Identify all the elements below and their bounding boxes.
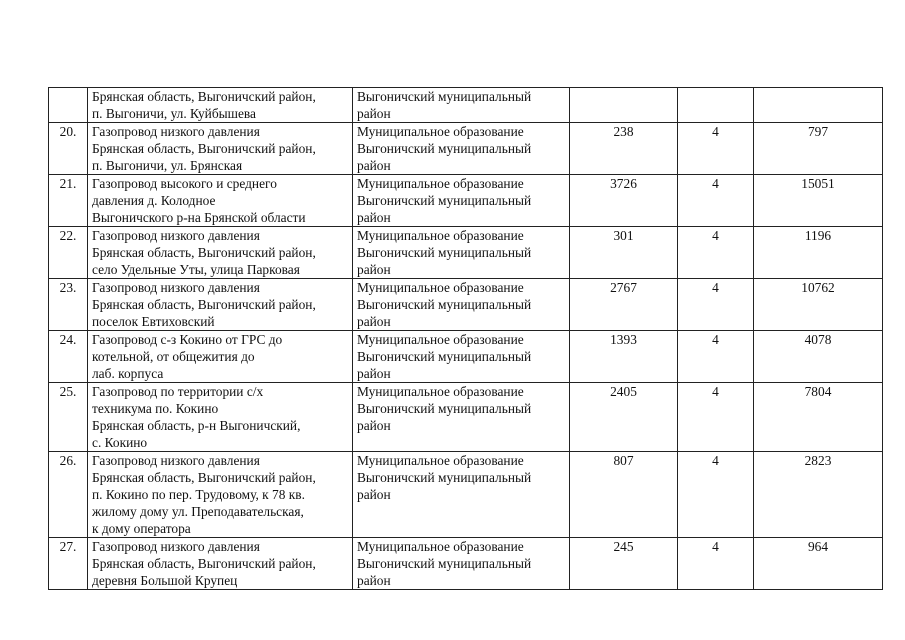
row-number-cell: 20. [49, 123, 88, 175]
value-cell [754, 88, 883, 123]
owner-cell-line: Муниципальное образование [357, 280, 524, 295]
owner-cell-line: район [357, 106, 391, 121]
owner-cell-line: район [357, 366, 391, 381]
value-cell: 15051 [754, 175, 883, 227]
object-name-cell-line: лаб. корпуса [92, 366, 164, 381]
object-name-cell [88, 175, 353, 227]
owner-cell-line: Выгоничский муниципальный [357, 556, 532, 571]
value-cell: 964 [754, 538, 883, 590]
owner-cell [353, 279, 570, 331]
object-name-cell-line: Выгоничского р-на Брянской области [92, 210, 306, 225]
owner-cell [353, 538, 570, 590]
object-name-cell-line: Газопровод низкого давления [92, 453, 260, 468]
owner-cell-line: район [357, 262, 391, 277]
value-cell: 10762 [754, 279, 883, 331]
object-name-cell-line: с. Кокино [92, 435, 148, 450]
object-name-cell-line: Брянская область, Выгоничский район, [92, 297, 316, 312]
owner-cell-line: Муниципальное образование [357, 453, 524, 468]
property-table [48, 87, 883, 590]
diameter-cell [678, 88, 754, 123]
row-number-cell: 27. [49, 538, 88, 590]
table-row [49, 123, 883, 175]
object-name-cell-line: давления д. Колодное [92, 193, 216, 208]
object-name-cell-line: к дому оператора [92, 521, 191, 536]
owner-cell [353, 175, 570, 227]
owner-cell-line: Муниципальное образование [357, 332, 524, 347]
diameter-cell: 4 [678, 175, 754, 227]
object-name-cell-line: Брянская область, Выгоничский район, [92, 470, 316, 485]
owner-cell [353, 452, 570, 538]
object-name-cell-line: Газопровод по территории с/х [92, 384, 264, 399]
object-name-cell-line: Брянская область, Выгоничский район, [92, 556, 316, 571]
owner-cell-line: район [357, 418, 391, 433]
row-number-cell: 21. [49, 175, 88, 227]
owner-cell-line: Муниципальное образование [357, 176, 524, 191]
owner-cell-line: Муниципальное образование [357, 124, 524, 139]
row-number-cell: 26. [49, 452, 88, 538]
object-name-cell-line: п. Кокино по пер. Трудовому, к 78 кв. [92, 487, 305, 502]
length-cell: 1393 [570, 331, 678, 383]
owner-cell-line: Выгоничский муниципальный [357, 401, 532, 416]
diameter-cell: 4 [678, 383, 754, 452]
object-name-cell-line: котельной, от общежития до [92, 349, 255, 364]
table-row [49, 175, 883, 227]
diameter-cell: 4 [678, 331, 754, 383]
object-name-cell-line: село Удельные Уты, улица Парковая [92, 262, 300, 277]
owner-cell-line: район [357, 158, 391, 173]
owner-cell-line: Выгоничский муниципальный [357, 349, 532, 364]
object-name-cell [88, 538, 353, 590]
object-name-cell-line: Газопровод низкого давления [92, 280, 260, 295]
owner-cell-line: Выгоничский муниципальный [357, 193, 532, 208]
object-name-cell-line: п. Выгоничи, ул. Куйбышева [92, 106, 256, 121]
table-row [49, 227, 883, 279]
table-row [49, 452, 883, 538]
value-cell: 1196 [754, 227, 883, 279]
object-name-cell-line: деревня Большой Крупец [92, 573, 238, 588]
owner-cell-line: Выгоничский муниципальный [357, 245, 532, 260]
object-name-cell [88, 88, 353, 123]
table-row [49, 538, 883, 590]
length-cell: 3726 [570, 175, 678, 227]
length-cell: 245 [570, 538, 678, 590]
owner-cell [353, 123, 570, 175]
object-name-cell-line: Брянская область, Выгоничский район, [92, 89, 316, 104]
value-cell: 797 [754, 123, 883, 175]
owner-cell [353, 227, 570, 279]
object-name-cell-line: техникума по. Кокино [92, 401, 219, 416]
owner-cell [353, 88, 570, 123]
property-table-body [49, 88, 883, 590]
owner-cell-line: Выгоничский муниципальный [357, 470, 532, 485]
table-row [49, 383, 883, 452]
object-name-cell-line: Газопровод низкого давления [92, 539, 260, 554]
owner-cell-line: район [357, 573, 391, 588]
owner-cell-line: Выгоничский муниципальный [357, 297, 532, 312]
object-name-cell [88, 452, 353, 538]
length-cell: 238 [570, 123, 678, 175]
length-cell: 2405 [570, 383, 678, 452]
object-name-cell-line: Брянская область, Выгоничский район, [92, 141, 316, 156]
length-cell [570, 88, 678, 123]
object-name-cell-line: Газопровод высокого и среднего [92, 176, 277, 191]
diameter-cell: 4 [678, 123, 754, 175]
diameter-cell: 4 [678, 279, 754, 331]
diameter-cell: 4 [678, 227, 754, 279]
table-row [49, 88, 883, 123]
owner-cell-line: район [357, 487, 391, 502]
value-cell: 7804 [754, 383, 883, 452]
row-number-cell [49, 88, 88, 123]
row-number-cell: 24. [49, 331, 88, 383]
owner-cell-line: Выгоничский муниципальный [357, 141, 532, 156]
row-number-cell: 23. [49, 279, 88, 331]
owner-cell-line: район [357, 314, 391, 329]
owner-cell [353, 383, 570, 452]
object-name-cell [88, 383, 353, 452]
object-name-cell [88, 123, 353, 175]
object-name-cell-line: жилому дому ул. Преподавательская, [92, 504, 304, 519]
object-name-cell-line: п. Выгоничи, ул. Брянская [92, 158, 243, 173]
object-name-cell [88, 331, 353, 383]
owner-cell-line: Муниципальное образование [357, 384, 524, 399]
owner-cell-line: Муниципальное образование [357, 539, 524, 554]
owner-cell-line: Выгоничский муниципальный [357, 89, 532, 104]
object-name-cell-line: Газопровод с-з Кокино от ГРС до [92, 332, 283, 347]
table-row [49, 279, 883, 331]
object-name-cell-line: Газопровод низкого давления [92, 124, 260, 139]
owner-cell-line: Муниципальное образование [357, 228, 524, 243]
owner-cell-line: район [357, 210, 391, 225]
diameter-cell: 4 [678, 538, 754, 590]
object-name-cell-line: Брянская область, Выгоничский район, [92, 245, 316, 260]
length-cell: 807 [570, 452, 678, 538]
length-cell: 301 [570, 227, 678, 279]
row-number-cell: 22. [49, 227, 88, 279]
object-name-cell [88, 227, 353, 279]
value-cell: 2823 [754, 452, 883, 538]
object-name-cell [88, 279, 353, 331]
value-cell: 4078 [754, 331, 883, 383]
table-row [49, 331, 883, 383]
object-name-cell-line: Газопровод низкого давления [92, 228, 260, 243]
object-name-cell-line: Брянская область, р-н Выгоничский, [92, 418, 301, 433]
length-cell: 2767 [570, 279, 678, 331]
object-name-cell-line: поселок Евтиховский [92, 314, 215, 329]
diameter-cell: 4 [678, 452, 754, 538]
row-number-cell: 25. [49, 383, 88, 452]
owner-cell [353, 331, 570, 383]
